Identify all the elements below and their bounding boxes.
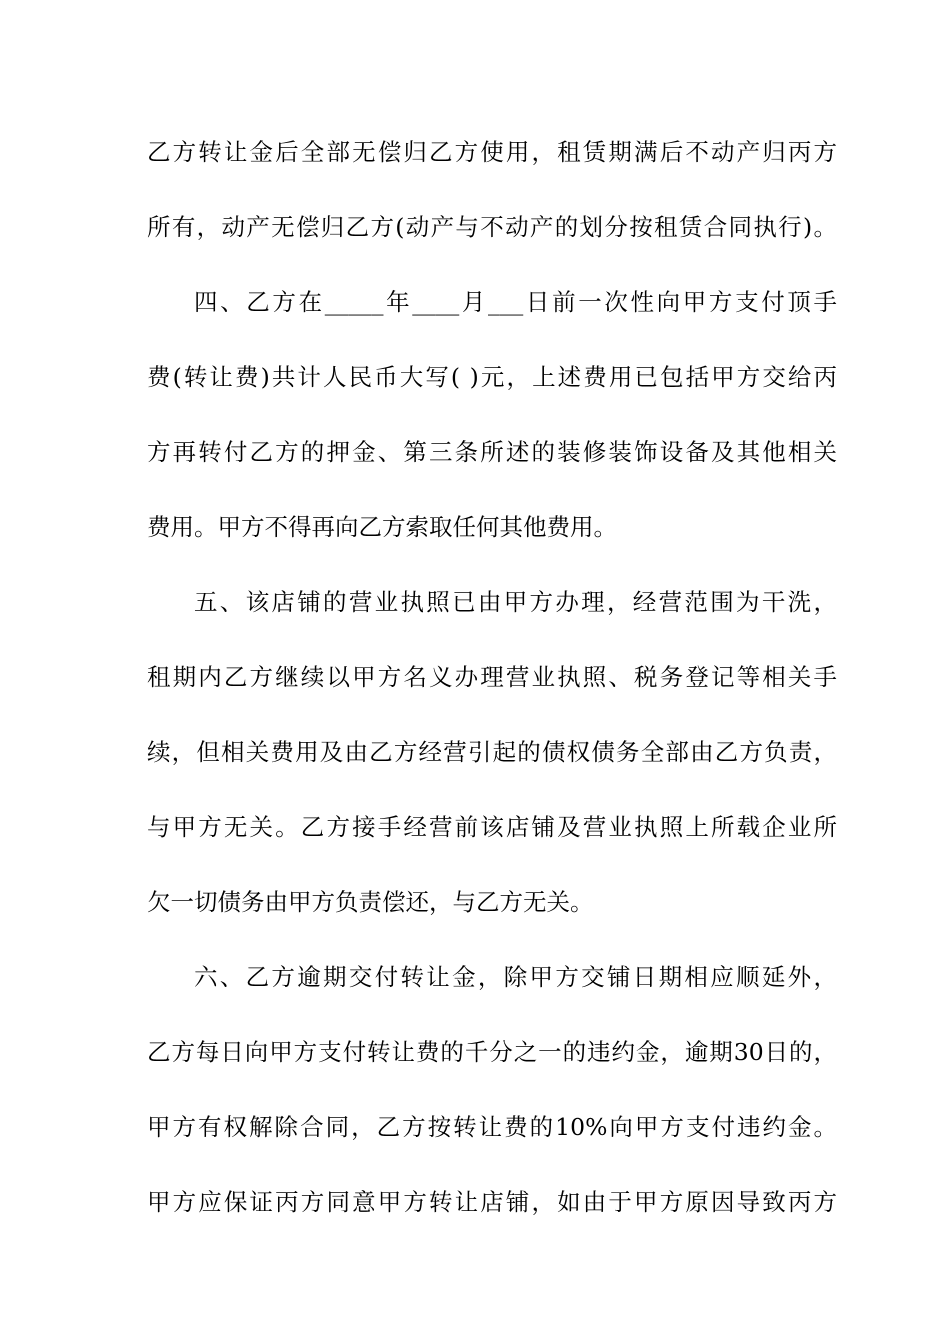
paragraph-line: 与甲方无关。乙方接手经营前该店铺及营业执照上所载企业所 bbox=[147, 813, 837, 841]
paragraph-line: 续，但相关费用及由乙方经营引起的债权债务全部由乙方负责， bbox=[147, 738, 837, 766]
paragraph-line: 租期内乙方继续以甲方名义办理营业执照、税务登记等相关手 bbox=[147, 663, 837, 691]
paragraph-line: 乙方每日向甲方支付转让费的千分之一的违约金，逾期30日的， bbox=[147, 1038, 837, 1066]
paragraph-line: 甲方有权解除合同，乙方按转让费的10%向甲方支付违约金。 bbox=[147, 1113, 837, 1141]
paragraph-line: 方再转付乙方的押金、第三条所述的装修装饰设备及其他相关 bbox=[147, 438, 837, 466]
paragraph-line: 欠一切债务由甲方负责偿还，与乙方无关。 bbox=[147, 888, 594, 916]
paragraph-line: 六、乙方逾期交付转让金，除甲方交铺日期相应顺延外， bbox=[194, 963, 837, 991]
paragraph-line: 费(转让费)共计人民币大写( )元，上述费用已包括甲方交给丙 bbox=[147, 363, 837, 391]
paragraph-line: 五、该店铺的营业执照已由甲方办理，经营范围为干洗， bbox=[194, 588, 837, 616]
paragraph-line: 四、乙方在_____年____月___日前一次性向甲方支付顶手 bbox=[194, 288, 837, 316]
paragraph-line: 所有，动产无偿归乙方(动产与不动产的划分按租赁合同执行)。 bbox=[147, 213, 837, 241]
paragraph-line: 甲方应保证丙方同意甲方转让店铺，如由于甲方原因导致丙方 bbox=[147, 1188, 837, 1216]
paragraph-line: 费用。甲方不得再向乙方索取任何其他费用。 bbox=[147, 513, 617, 541]
paragraph-line: 乙方转让金后全部无偿归乙方使用，租赁期满后不动产归丙方 bbox=[147, 138, 837, 166]
